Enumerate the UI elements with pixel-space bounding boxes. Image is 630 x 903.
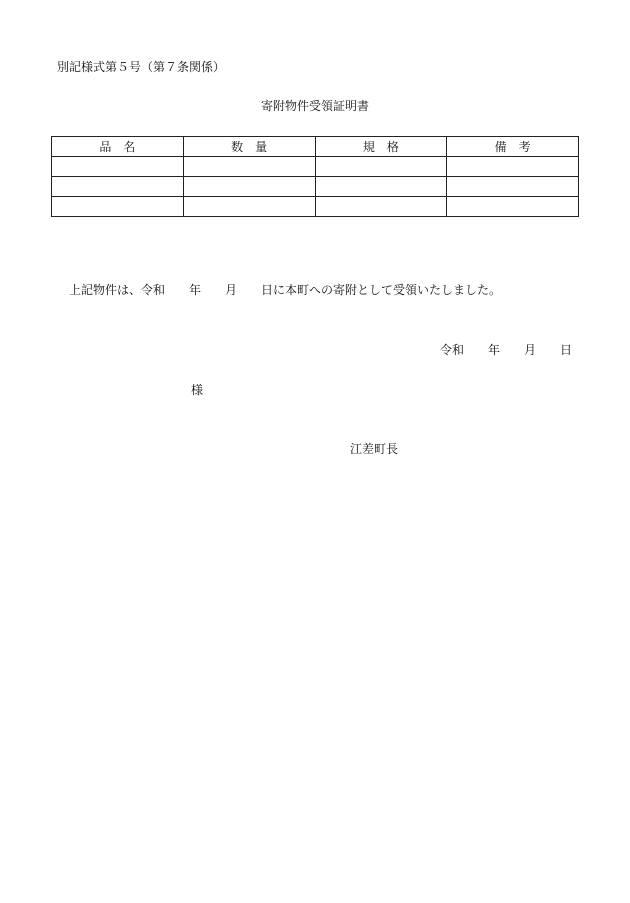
table-cell[interactable] bbox=[183, 197, 315, 217]
document-title: 寄附物件受領証明書 bbox=[260, 99, 369, 113]
addressee-honorific: 様 bbox=[191, 383, 204, 397]
receipt-statement: 上記物件は、令和 年 月 日に本町への寄附として受領いたしました。 bbox=[69, 283, 502, 297]
table-row bbox=[52, 177, 579, 197]
table-cell[interactable] bbox=[447, 177, 579, 197]
table-header-row bbox=[52, 137, 579, 157]
table-cell[interactable] bbox=[52, 197, 184, 217]
table-cell[interactable] bbox=[183, 157, 315, 177]
table-cell[interactable] bbox=[315, 157, 447, 177]
table-cell[interactable] bbox=[52, 177, 184, 197]
table-cell[interactable] bbox=[447, 197, 579, 217]
table-cell[interactable] bbox=[52, 157, 184, 177]
table-cell[interactable] bbox=[315, 197, 447, 217]
items-table bbox=[51, 136, 579, 217]
table-row bbox=[52, 157, 579, 177]
issuer-title: 江差町長 bbox=[350, 442, 399, 456]
table-cell[interactable] bbox=[183, 177, 315, 197]
issue-date: 令和 年 月 日 bbox=[440, 343, 573, 357]
form-number: 別記様式第５号（第７条関係） bbox=[57, 60, 226, 74]
table-row bbox=[52, 197, 579, 217]
header-quantity: 数 量 bbox=[183, 137, 315, 157]
header-specification: 規 格 bbox=[315, 137, 447, 157]
table-cell[interactable] bbox=[447, 157, 579, 177]
header-remarks: 備 考 bbox=[447, 137, 579, 157]
header-item-name: 品 名 bbox=[52, 137, 184, 157]
table-cell[interactable] bbox=[315, 177, 447, 197]
